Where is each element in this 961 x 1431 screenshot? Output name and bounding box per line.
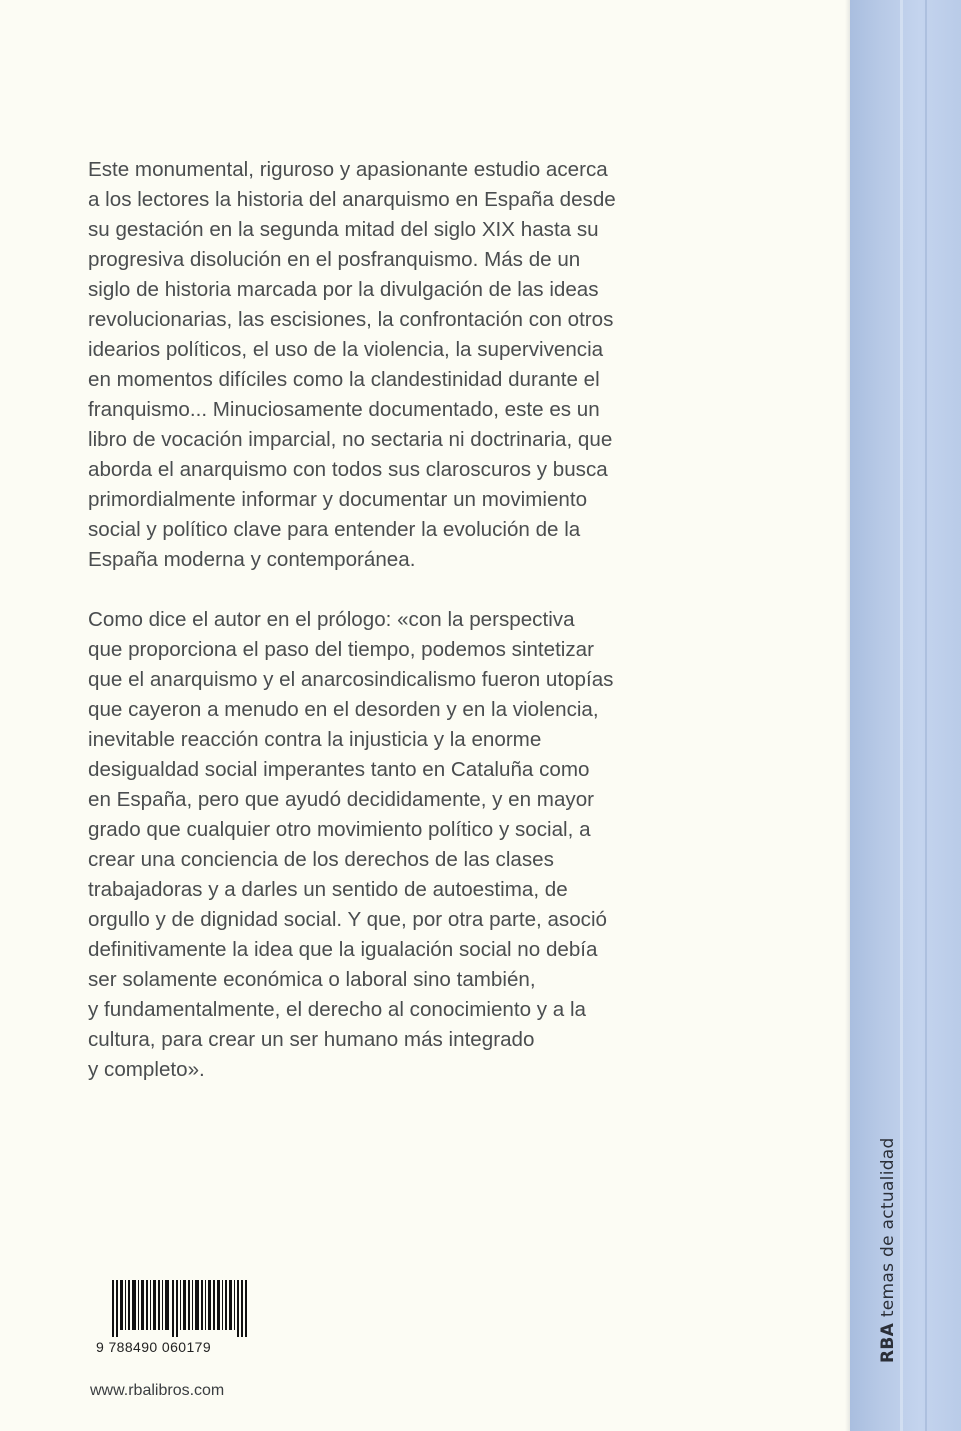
book-spine (850, 0, 961, 1431)
blurb-paragraph-1: Este monumental, riguroso y apasionante estudio acerca a los lectores la historia del anarquismo en España desde su gestación en la segunda mitad del siglo XIX hasta su progresiva disolución en el posfranquismo. Más de un siglo de historia marcada por la divulgación de las ideas revolucionarias, las escisiones, la confrontación con otros idearios políticos, el uso de la violencia, la supervivencia en momentos difíciles como la clandestinidad durante el franquismo... Minuciosamente documentado, este es un libro de vocación imparcial, no sectaria ni doctrinaria, que aborda el anarquismo con todos sus claroscuros y busca primordialmente informar y documentar un movimiento social y político clave para entender la evolución de la España moderna y contemporánea. (88, 158, 616, 571)
spine-title (878, 1137, 898, 1363)
spine-fold-line (925, 0, 927, 1431)
blurb-paragraph-2: Como dice el autor en el prólogo: «con la perspectiva que proporciona el paso del tiempo, podemos sintetizar que el anarquismo y el anarcosindicalismo fueron utopías que cayeron a menudo en el desorden y en la violencia, inevitable reacción contra la injusticia y la enorme desigualdad social imperantes tanto en Cataluña como en España, pero que ayudó decididamente, y en mayor grado que cualquier otro movimiento político y social, a crear una conciencia de los derechos de las clases trabajadoras y a darles un sentido de autoestima, de orgullo y de dignidad social. Y que, por otra parte, asoció definitivamente la idea que la igualación social no debía ser solamente económica o laboral sino también, y fundamentalmente, el derecho al conocimiento y a la cultura, para crear un ser humano más integrado y completo». (88, 608, 614, 1081)
barcode-icon (112, 1280, 247, 1337)
barcode-number: 9 788490 060179 (96, 1339, 211, 1355)
publisher-website: www.rbalibros.com (90, 1382, 225, 1399)
blurb-text (88, 155, 668, 1115)
spine-fold-highlight (900, 0, 903, 1431)
series-name: temas de actualidad (878, 1137, 898, 1318)
publisher-brand: RBA (878, 1322, 898, 1363)
